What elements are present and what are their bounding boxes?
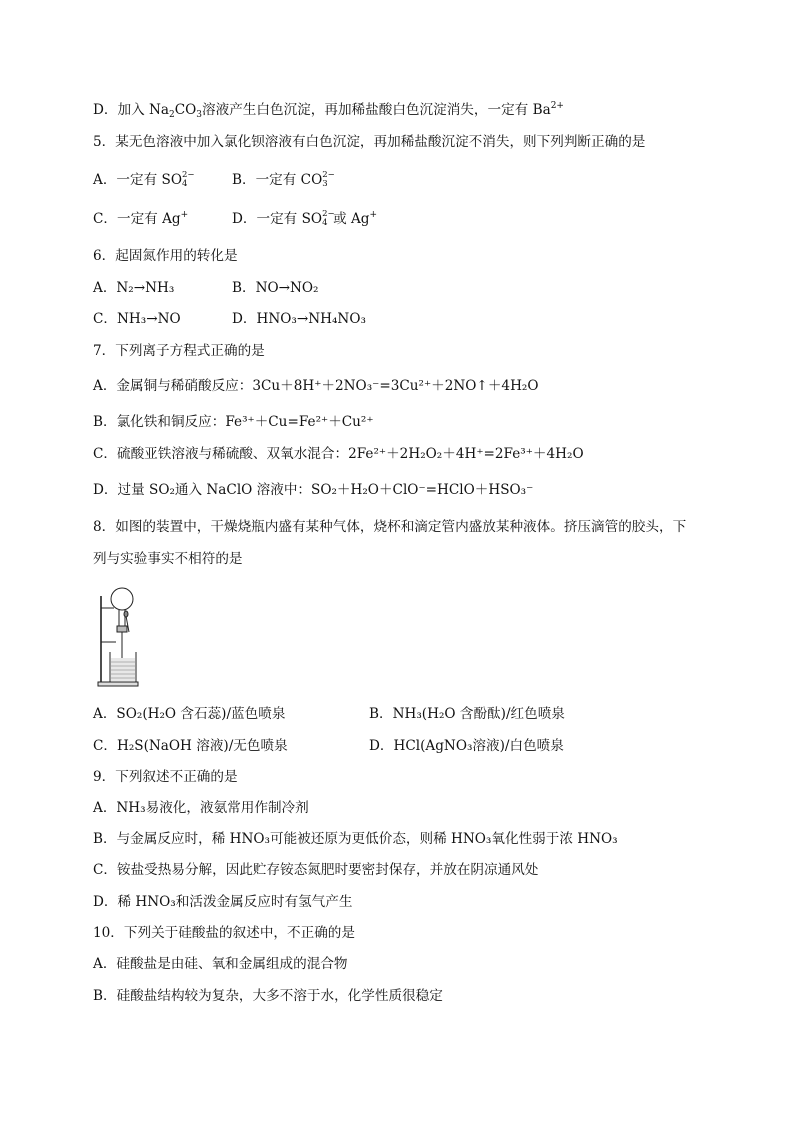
q5-d-text: 或 Ag xyxy=(333,211,370,227)
q5-option-a xyxy=(93,171,193,190)
q6-stem: 6．起固氮作用的转化是 xyxy=(93,248,238,264)
flask xyxy=(111,588,133,610)
q5-b-text: B．一定有 CO xyxy=(232,172,323,188)
q8-option-a: A．SO₂(H₂O 含石蕊)/蓝色喷泉 xyxy=(93,706,286,722)
q5-d-sup: 2− xyxy=(322,208,335,219)
beaker-liquid xyxy=(111,658,135,681)
q5-b-sup: 2− xyxy=(322,169,335,180)
q8-option-b: B．NH₃(H₂O 含酚酞)/红色喷泉 xyxy=(369,706,565,722)
stand-base xyxy=(98,682,138,686)
q6-option-c: C．NH₃→NO xyxy=(93,311,181,327)
q6-option-b: B．NO→NO₂ xyxy=(232,280,319,296)
q5-b-sub: 3 xyxy=(322,178,328,189)
q4-d-text: CO xyxy=(174,102,197,118)
q7-option-a: A．金属铜与稀硝酸反应：3Cu＋8H⁺＋2NO₃⁻=3Cu²⁺＋2NO↑＋4H₂O xyxy=(93,378,539,394)
q7-option-b: B．氯化铁和铜反应：Fe³⁺＋Cu=Fe²⁺＋Cu²⁺ xyxy=(93,414,374,430)
q8-stem-line1: 8．如图的装置中，干燥烧瓶内盛有某种气体，烧杯和滴定管内盛放某种液体。挤压滴管的胶头，下 xyxy=(93,519,687,535)
q9-option-b: B．与金属反应时，稀 HNO₃可能被还原为更低价态，则稀 HNO₃氧化性弱于浓 HNO₃ xyxy=(93,831,618,847)
q9-option-d: D．稀 HNO₃和活泼金属反应时有氢气产生 xyxy=(93,894,353,910)
q5-stem: 5．某无色溶液中加入氯化钡溶液有白色沉淀，再加稀盐酸沉淀不消失，则下列判断正确的是 xyxy=(93,134,646,150)
q4-d-sub: 3 xyxy=(196,110,203,120)
q5-a-sub: 4 xyxy=(181,178,188,189)
q9-stem: 9．下列叙述不正确的是 xyxy=(93,769,238,785)
q7-stem: 7．下列离子方程式正确的是 xyxy=(93,343,265,359)
dropper-bulb xyxy=(124,611,128,617)
q6-option-d: D．HNO₃→NH₄NO₃ xyxy=(232,311,366,327)
q8-option-d: D．HCl(AgNO₃溶液)/白色喷泉 xyxy=(369,738,564,754)
q5-a-charge xyxy=(182,171,193,189)
q5-option-d xyxy=(232,210,377,229)
q5-c-sup: + xyxy=(180,210,189,220)
q8-stem-line2: 列与实验事实不相符的是 xyxy=(93,551,243,567)
q4-d-text: 溶液产生白色沉淀，再加稀盐酸白色沉淀消失，一定有 Ba xyxy=(202,102,551,118)
q7-option-c: C．硫酸亚铁溶液与稀硫酸、双氧水混合：2Fe²⁺＋2H₂O₂＋4H⁺=2Fe³⁺＋4H₂O xyxy=(93,446,584,462)
q5-option-c xyxy=(93,210,188,228)
q7-option-d: D．过量 SO₂通入 NaClO 溶液中：SO₂＋H₂O＋ClO⁻=HClO＋HSO₃⁻ xyxy=(93,482,534,498)
q5-d-sup: + xyxy=(369,210,378,220)
q4-option-d xyxy=(93,101,564,119)
fountain-apparatus-figure xyxy=(96,586,142,690)
q5-a-text: A．一定有 SO xyxy=(93,172,182,188)
q5-d-charge xyxy=(322,210,333,228)
q4-d-text: D．加入 Na xyxy=(93,102,169,118)
q10-option-b: B．硅酸盐结构较为复杂，大多不溶于水，化学性质很稳定 xyxy=(93,988,443,1004)
q5-a-sup: 2− xyxy=(181,169,195,180)
q5-c-text: C．一定有 Ag xyxy=(93,211,181,227)
q9-option-c: C．铵盐受热易分解，因此贮存铵态氮肥时要密封保存，并放在阴凉通风处 xyxy=(93,862,539,878)
stopper xyxy=(117,626,127,632)
q6-option-a: A．N₂→NH₃ xyxy=(93,280,175,296)
q5-d-text: D．一定有 SO xyxy=(232,211,323,227)
q10-stem: 10．下列关于硅酸盐的叙述中，不正确的是 xyxy=(93,925,355,941)
q4-d-sub: 2 xyxy=(169,110,175,120)
q5-option-b xyxy=(232,171,333,190)
q8-option-c: C．H₂S(NaOH 溶液)/无色喷泉 xyxy=(93,738,288,754)
q5-d-sub: 4 xyxy=(322,217,328,228)
q4-d-sup: 2+ xyxy=(550,101,564,111)
q5-b-charge xyxy=(322,171,333,189)
q10-option-a: A．硅酸盐是由硅、氧和金属组成的混合物 xyxy=(93,956,348,972)
q9-option-a: A．NH₃易液化，液氨常用作制冷剂 xyxy=(93,800,309,816)
